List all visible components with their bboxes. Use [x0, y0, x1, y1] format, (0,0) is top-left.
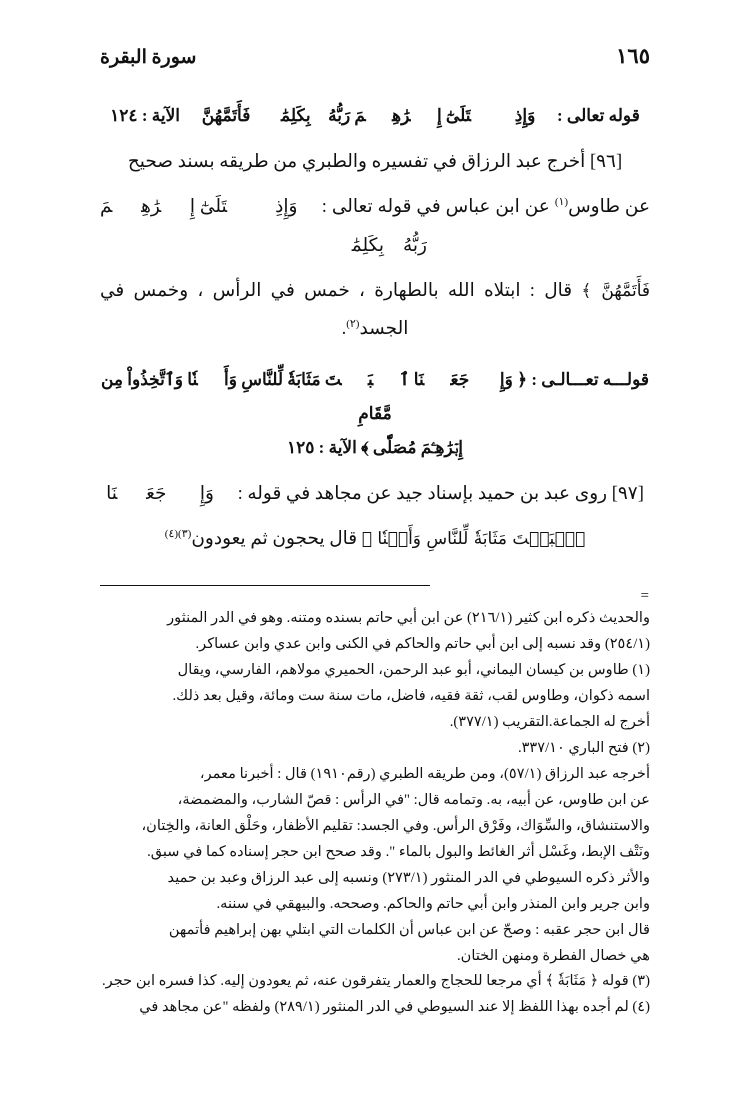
footnote-line: (١) طاوس بن كيسان اليماني، أبو عبد الرحمن، الحميري مولاهم، الفارسي، ويقال	[177, 661, 650, 678]
footnote-line: (٣) قوله ﴿ مَثَابَةٗ ﴾ أي مرجعا للحجاج والعمار يتفرقون عنه، ثم يعودون إليه. كذا فسره ابن حجر.	[102, 973, 650, 990]
surah-title: سورة البقرة	[100, 47, 197, 68]
para-96-text-b: عن ابن عباس في قوله تعالى : ﴿ وَإِذِ ٱبۡتَلَىٰٓ إِبۡرَٰهِـۧمَ رَبُّهُۥ بِكَلِمَٰتٖ	[100, 196, 550, 256]
para-97-quran: ٱلۡبَيۡتَ مَثَابَةٗ لِّلنَّاسِ وَأَمۡنٗا ﴾	[361, 529, 586, 550]
para-96-text-a: عن طاوس	[568, 196, 651, 217]
para-96-text-c: قال : ابتلاه الله بالطهارة ، خمس في الرأس ، وخمس في الجسد	[100, 280, 573, 340]
page-number: ١٦٥	[616, 44, 650, 68]
footnote-line: والحديث ذكره ابن كثير (٢١٦/١) عن ابن أبي حاتم بسنده ومتنه. وهو في الدر المنثور	[167, 609, 650, 626]
footnote-line: اسمه ذكوان، وطاوس لقب، ثقة فقيه، فاضل، مات سنة ست ومائة، وقيل بعد ذلك.	[172, 687, 650, 704]
verse-heading-125	[100, 363, 650, 465]
para-97-text: قال يحجون ثم يعودون	[191, 529, 358, 550]
paragraph-96-line3	[100, 272, 650, 350]
footnote-line: عن ابن طاوس، عن أبيه، به. وتمامه قال: "في الرأس : قصّ الشارب، والمضمضة،	[177, 791, 650, 808]
footnote-line: وابن جرير وابن المنذر وابن أبي حاتم والحاكم. وصححه. والبيهقي في سننه.	[216, 895, 650, 912]
footnote-rule	[100, 585, 430, 586]
verse-heading-125-line1: قولـــه تعـــالـى : ﴿ وَإِذۡ جَعَلۡنَا ٱلۡبَيۡتَ مَثَابَةٗ لِّلنَّاسِ وَأَمۡنٗا وَٱتَّخِذُواْ مِن مَّقَامِ	[100, 370, 650, 424]
paragraph-97-line2	[100, 520, 650, 559]
main-content	[100, 99, 650, 559]
paragraph-96-line2	[100, 188, 650, 266]
footnote-line: والأثر ذكره السيوطي في الدر المنثور (٢٧٣/١) ونسبه إلى عبد الرزاق وعبد بن حميد	[167, 869, 650, 886]
footnote-line: (٢٥٤/١) وقد نسبه إلى ابن أبي حاتم والحاكم في الكنى وابن عدي وابن عساكر.	[195, 635, 650, 652]
footnote-ref-1: (١)	[554, 195, 569, 208]
verse-heading-125-line2: إِبۡرَٰهِـۧمَ مُصَلّٗى ﴾ الآية : ١٢٥	[287, 438, 463, 458]
paragraph-97-line1: [٩٧] روى عبد بن حميد بإسناد جيد عن مجاهد في قوله : ﴿ وَإِذۡ جَعَلۡنَا	[106, 484, 644, 505]
footnote-line: هي خصال الفطرة ومنهن الختان.	[457, 947, 650, 964]
footnote-ref-3-4: (٣)(٤)	[164, 527, 192, 540]
footnotes-block	[100, 606, 650, 1022]
footnote-line: (٤) لم أجده بهذا اللفظ إلا عند السيوطي في الدر المنثور (٢٨٩/١) ولفظه "عن مجاهد في	[139, 999, 650, 1016]
footnote-line: ونَتْف الإبط، وغَسْل أثر الغائط والبول بالماء ". وقد صحح ابن حجر إسناده كما في سبق.	[147, 843, 650, 860]
footnote-line: أخرجه عبد الرزاق (٥٧/١)، ومن طريقه الطبري (رقم١٩١٠) قال : أخبرنا معمر،	[199, 765, 650, 782]
para-96-quran-b: فَأَتَمَّهُنَّ ﴾	[581, 280, 651, 301]
footnote-ref-2: (٢)	[346, 318, 360, 331]
footnote-continuation-mark: =	[640, 587, 648, 604]
footnote-line: قال ابن حجر عقبه : وصحّ عن ابن عباس أن الكلمات التي ابتلي بهن إبراهيم فأتمهن	[168, 921, 650, 938]
footnote-line: والاستنشاق، والسِّوَاك، وفَرْق الرأس. وفي الجسد: تقليم الأظفار، وحَلْق العانة، والخِتان،	[141, 817, 650, 834]
footnote-separator	[100, 585, 650, 604]
footnote-line: (٢) فتح الباري ٣٣٧/١٠.	[517, 739, 650, 756]
para-96-period: .	[341, 319, 347, 340]
page-header	[100, 44, 650, 69]
paragraph-96-line1: [٩٦] أخرج عبد الرزاق في تفسيره والطبري من طريقه بسند صحيح	[127, 152, 623, 172]
verse-heading-124: قوله تعالى : ﴿ وَإِذِ ٱبۡتَلَىٰٓ إِبۡرَٰهِـۧمَ رَبُّهُۥ بِكَلِمَٰتٖ فَأَتَمَّهُنَّ ﴾ الآية : ١٢٤	[110, 106, 640, 125]
footnote-line: أخرج له الجماعة.التقريب (٣٧٧/١).	[449, 713, 650, 730]
